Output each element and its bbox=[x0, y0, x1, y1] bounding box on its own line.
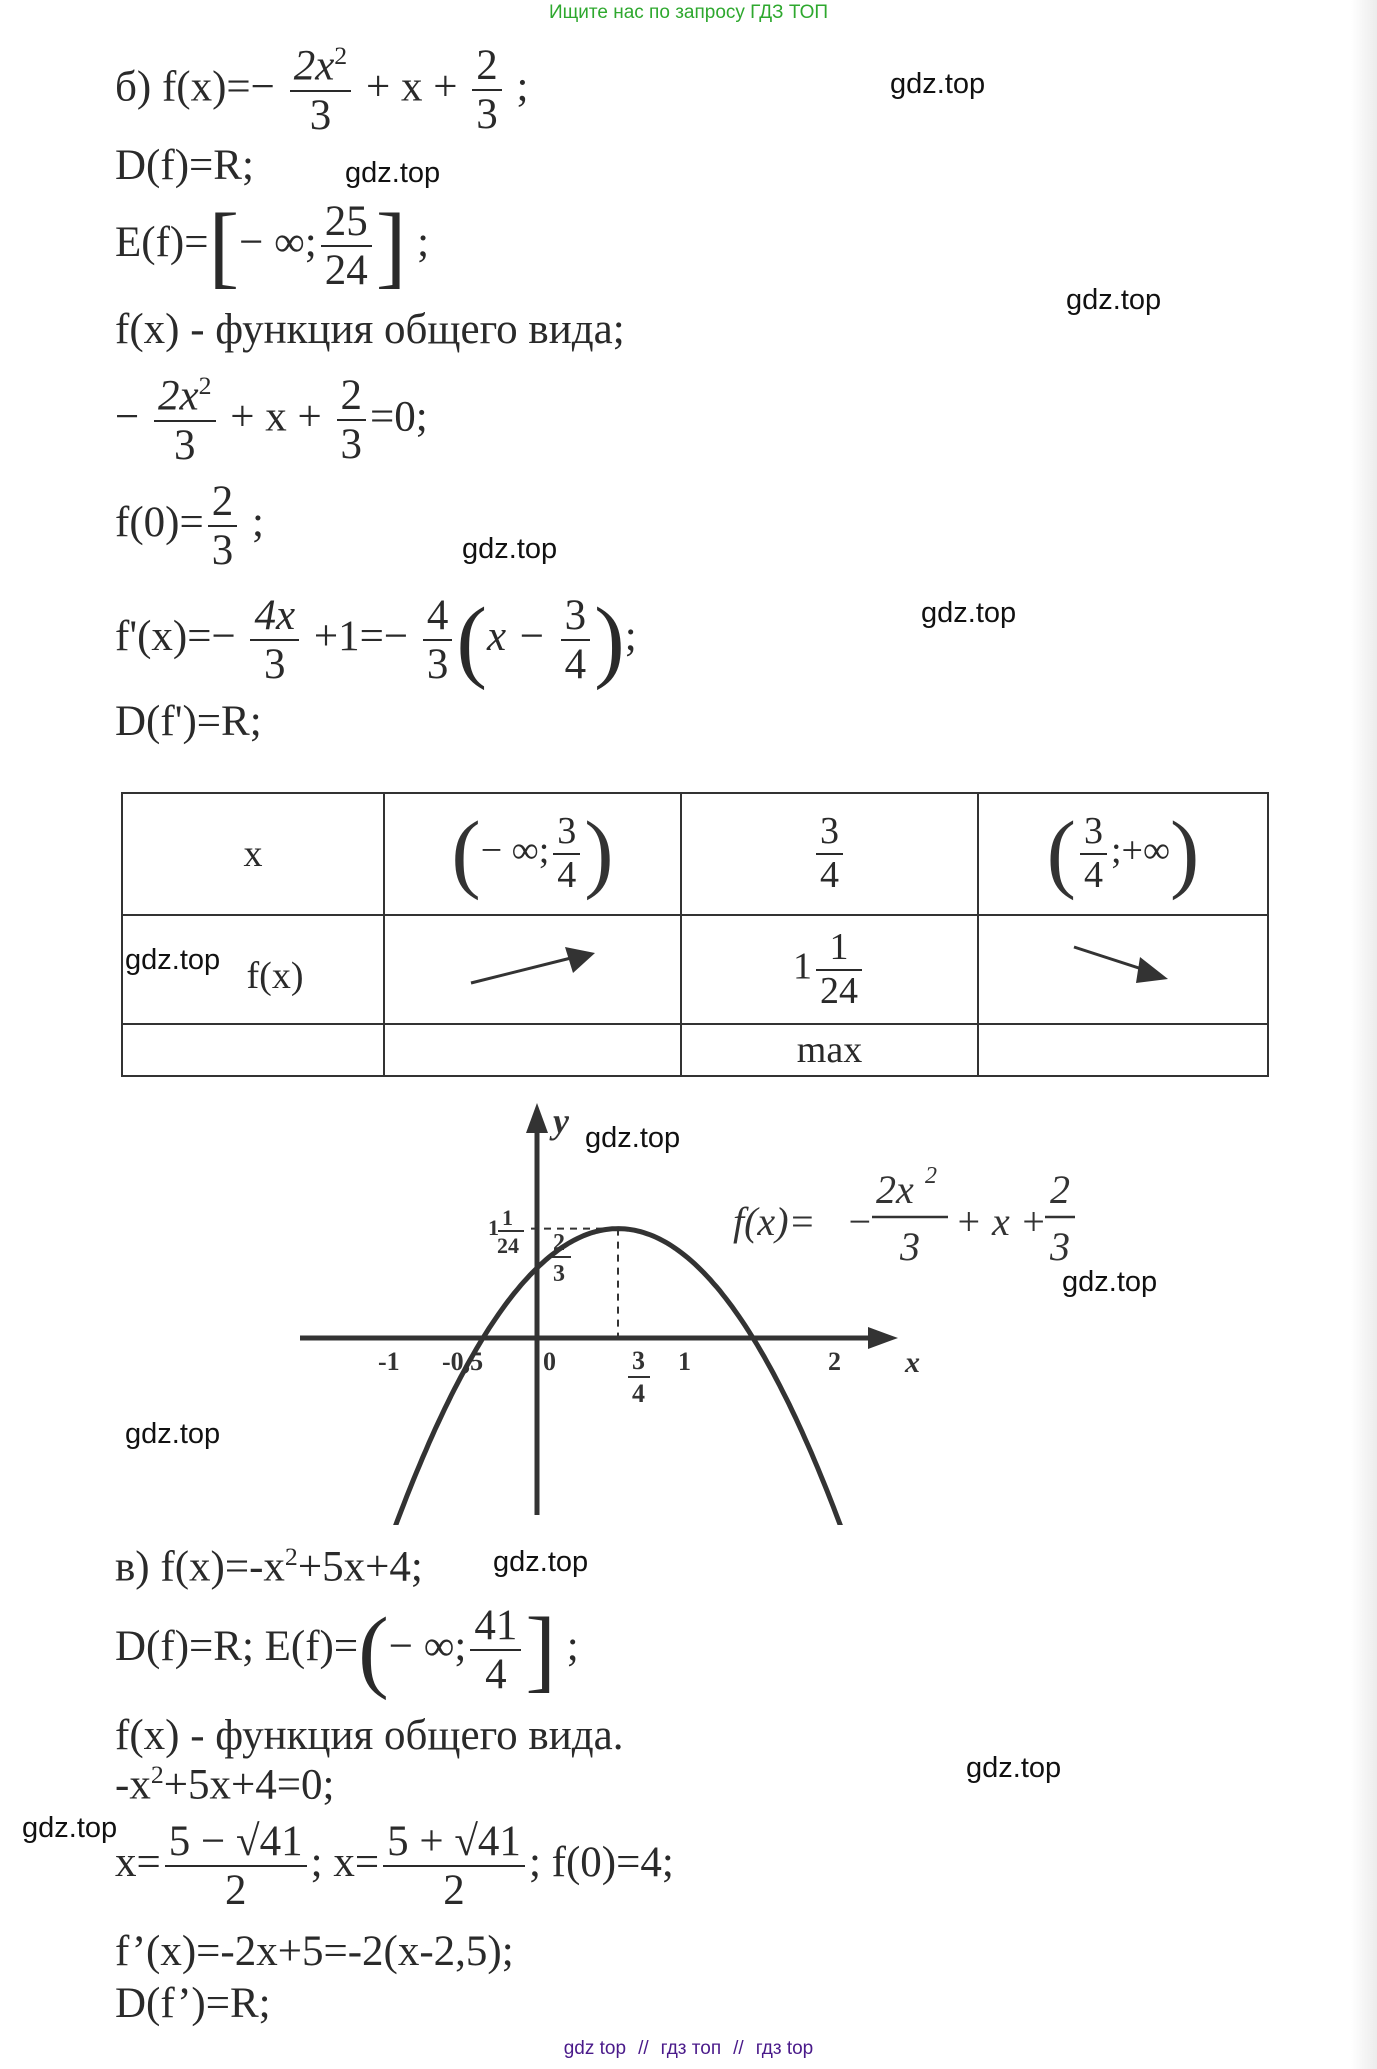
formula-numerator-2: 2 bbox=[1050, 1167, 1070, 1212]
x-label: x bbox=[243, 833, 263, 875]
table-cell-max bbox=[681, 1024, 978, 1076]
table-cell-decreasing bbox=[978, 915, 1268, 1024]
parabola-graph bbox=[0, 1095, 1377, 1525]
frac-num: 3 bbox=[553, 811, 580, 855]
part-b-general-type: f(x) - функция общего вида; bbox=[115, 306, 625, 353]
frac-den: 3 bbox=[476, 91, 498, 139]
frac-num: 2 bbox=[472, 42, 502, 91]
banner-link[interactable]: гдз top bbox=[755, 2038, 814, 2059]
frac-den: 4 bbox=[564, 641, 587, 689]
semicolon: ; bbox=[566, 1623, 579, 1671]
fraction-2-over-3 bbox=[472, 42, 502, 139]
watermark: gdz.top bbox=[890, 68, 986, 100]
banner-separator: // bbox=[733, 2038, 744, 2059]
formula-numerator: 2x bbox=[876, 1167, 914, 1212]
fx-label: f(x) bbox=[246, 954, 304, 997]
table-cell-interval-right bbox=[978, 793, 1268, 915]
frac-num: 2 bbox=[553, 1230, 565, 1256]
fraction-3-over-4 bbox=[553, 811, 580, 897]
part-v-func-tail: +5x+4; bbox=[297, 1543, 423, 1591]
watermark: gdz.top bbox=[1062, 1266, 1158, 1298]
watermark: gdz.top bbox=[493, 1546, 589, 1578]
plus-x-plus: + x + bbox=[365, 63, 458, 111]
minus-sign: − bbox=[250, 63, 275, 111]
top-banner[interactable]: Ищите нас по запросу ГДЗ ТОП bbox=[548, 2, 829, 23]
right-bracket: ] bbox=[375, 194, 407, 297]
frac-num: 2 bbox=[208, 478, 238, 527]
parabola-curve bbox=[262, 1229, 894, 1525]
minus-sign: − bbox=[383, 613, 409, 661]
fraction-41-over-4 bbox=[470, 1602, 521, 1699]
table-cell-interval-left bbox=[384, 793, 681, 915]
part-b-range bbox=[115, 194, 430, 297]
table-cell-empty bbox=[384, 1024, 681, 1076]
x-axis-arrow-icon bbox=[868, 1327, 898, 1349]
part-b-function bbox=[115, 42, 528, 139]
table-row-fx bbox=[122, 915, 1268, 1024]
frac-num: 1 bbox=[816, 927, 862, 971]
frac-num: 3 bbox=[1080, 811, 1107, 855]
monotonicity-table bbox=[121, 792, 1269, 1077]
frac-num: 3 bbox=[632, 1346, 645, 1375]
part-b-func-lhs: f(x)= bbox=[161, 63, 251, 111]
watermark: gdz.top bbox=[1066, 284, 1162, 316]
frac-den: 4 bbox=[557, 854, 577, 896]
exponent: 2 bbox=[150, 1760, 164, 1789]
fraction-2-over-3 bbox=[337, 372, 367, 469]
vertex-x-label bbox=[628, 1346, 650, 1408]
y-axis-arrow-icon bbox=[526, 1103, 548, 1133]
frac-den: 3 bbox=[309, 91, 332, 139]
semicolon: ; bbox=[624, 613, 637, 661]
banner-link[interactable]: gdz top bbox=[563, 2038, 627, 2059]
tick-label: -0,5 bbox=[442, 1347, 484, 1376]
frac-den: 4 bbox=[1083, 854, 1103, 896]
tick-label: 0 bbox=[543, 1347, 556, 1376]
frac-den: 4 bbox=[820, 854, 839, 896]
x-equals: x= bbox=[115, 1839, 161, 1887]
frac-den: 3 bbox=[340, 421, 363, 469]
formula-denominator-2: 3 bbox=[1050, 1224, 1070, 1269]
watermark: gdz.top bbox=[22, 1812, 118, 1844]
pos-infinity: ;+∞ bbox=[1110, 829, 1171, 872]
part-v-derivative-domain: D(f’)=R; bbox=[115, 1980, 271, 2027]
right-paren: ) bbox=[1170, 804, 1200, 902]
formula-lhs: f(x)= bbox=[733, 1199, 816, 1244]
fraction-2x2-over-3 bbox=[154, 372, 216, 469]
frac-den: 2 bbox=[224, 1867, 247, 1915]
max-label: max bbox=[796, 1029, 863, 1071]
frac-num: 4 bbox=[423, 592, 453, 641]
frac-den: 3 bbox=[174, 421, 196, 469]
part-v-func: f(x)=-x bbox=[160, 1543, 285, 1591]
fraction-25-over-24 bbox=[321, 198, 372, 295]
right-paren: ) bbox=[594, 588, 625, 691]
frac-den: 24 bbox=[324, 247, 368, 295]
graph-formula bbox=[733, 1163, 1075, 1269]
x-axis-label: x bbox=[905, 1346, 920, 1379]
semicolon: ; bbox=[516, 63, 529, 111]
left-paren: ( bbox=[358, 1598, 389, 1701]
fraction-3-over-4 bbox=[816, 811, 843, 897]
root-2-fraction bbox=[383, 1818, 525, 1915]
fraction-2x2-over-3 bbox=[290, 42, 352, 139]
left-paren: ( bbox=[456, 588, 487, 691]
plus-one-equals: +1= bbox=[313, 613, 384, 661]
table-row-extremum bbox=[122, 1024, 1268, 1076]
fraction-4x-over-3 bbox=[250, 592, 299, 689]
part-b-f0 bbox=[115, 478, 264, 575]
table-cell-empty bbox=[978, 1024, 1268, 1076]
frac-den: 24 bbox=[820, 969, 858, 1012]
frac-num: 2x bbox=[158, 372, 199, 420]
watermark: gdz.top bbox=[966, 1752, 1062, 1784]
frac-den: 3 bbox=[426, 641, 449, 689]
frac-num: 1 bbox=[502, 1205, 513, 1230]
exponent: 2 bbox=[284, 1542, 298, 1571]
part-b-domain: D(f)=R; bbox=[115, 142, 254, 189]
minus-sign: − bbox=[211, 613, 236, 661]
frac-den: 3 bbox=[264, 641, 286, 689]
tick-label: 2 bbox=[828, 1347, 841, 1376]
part-v-equation bbox=[115, 1760, 335, 1809]
formula-minus: − bbox=[846, 1199, 873, 1244]
equals-zero: =0; bbox=[370, 393, 428, 441]
fraction-4-over-3 bbox=[423, 592, 453, 689]
f0-lhs: f(0)= bbox=[115, 499, 204, 547]
formula-denominator: 3 bbox=[900, 1224, 920, 1269]
vertex-y-label bbox=[488, 1205, 524, 1258]
right-paren: ) bbox=[584, 804, 614, 902]
fraction-3-over-4 bbox=[561, 592, 591, 689]
domain-range-lhs: D(f)=R; E(f)= bbox=[115, 1623, 359, 1671]
table-cell-max-value bbox=[681, 915, 978, 1024]
watermark: gdz.top bbox=[462, 533, 558, 565]
y-axis-label: y bbox=[553, 1101, 569, 1141]
left-paren: ( bbox=[451, 804, 481, 902]
part-v-domain-range bbox=[115, 1598, 579, 1701]
part-v-derivative: f’(x)=-2x+5=-2(x-2,5); bbox=[115, 1928, 514, 1975]
root-1-fraction bbox=[165, 1818, 307, 1915]
left-paren: ( bbox=[1046, 804, 1076, 902]
watermark: gdz.top bbox=[125, 1418, 221, 1450]
part-v-general-type: f(x) - функция общего вида. bbox=[115, 1712, 624, 1759]
decreasing-arrow-icon bbox=[1068, 935, 1178, 995]
table-row-x bbox=[122, 793, 1268, 915]
part-b-derivative-domain: D(f')=R; bbox=[115, 698, 262, 745]
banner-separator: // bbox=[638, 2038, 649, 2059]
range-minus-infinity: − ∞; bbox=[388, 1623, 467, 1671]
page-edge-shadow bbox=[1351, 0, 1377, 2069]
left-bracket: [ bbox=[208, 194, 240, 297]
frac-den: 3 bbox=[553, 1261, 565, 1287]
watermark: gdz.top bbox=[585, 1122, 681, 1154]
table-cell-critical-point bbox=[681, 793, 978, 915]
bottom-banner[interactable] bbox=[0, 2038, 1377, 2060]
plus-x-plus: + x + bbox=[230, 393, 322, 441]
part-b-label: б) bbox=[115, 63, 152, 111]
frac-num: 3 bbox=[816, 811, 843, 855]
range-lhs: E(f)= bbox=[115, 219, 209, 267]
part-v-label: в) bbox=[115, 1543, 150, 1591]
x-minus: x − bbox=[487, 613, 546, 661]
part-b-equation bbox=[115, 372, 428, 469]
equation-head: -x bbox=[115, 1761, 151, 1809]
derivative-lhs: f'(x)= bbox=[115, 613, 212, 661]
formula-middle: + x + bbox=[955, 1199, 1047, 1244]
tick-label: 1 bbox=[678, 1347, 691, 1376]
y-intercept-label bbox=[549, 1230, 571, 1287]
table-cell-empty bbox=[122, 1024, 384, 1076]
fraction-2-over-3 bbox=[208, 478, 238, 575]
frac-num: 5 − √41 bbox=[165, 1818, 307, 1867]
watermark: gdz.top bbox=[345, 157, 441, 189]
frac-num: 2 bbox=[337, 372, 367, 421]
frac-den: 2 bbox=[443, 1867, 465, 1915]
watermark: gdz.top bbox=[125, 944, 221, 976]
watermark: gdz.top bbox=[921, 597, 1017, 629]
exponent: 2 bbox=[198, 371, 212, 400]
table-cell-increasing bbox=[384, 915, 681, 1024]
semicolon: ; bbox=[251, 499, 264, 547]
frac-num: 25 bbox=[321, 198, 372, 247]
frac-den: 4 bbox=[485, 1651, 507, 1699]
separator: ; x= bbox=[310, 1839, 380, 1887]
neg-infinity: − ∞; bbox=[480, 829, 550, 872]
equation-tail: +5x+4=0; bbox=[163, 1761, 335, 1809]
frac-den: 24 bbox=[497, 1233, 519, 1258]
range-minus-infinity: − ∞; bbox=[239, 219, 317, 267]
table-cell-x-label bbox=[122, 793, 384, 915]
frac-num: 3 bbox=[561, 592, 591, 641]
f0-value: ; f(0)=4; bbox=[528, 1839, 674, 1887]
part-v-function bbox=[115, 1542, 423, 1591]
frac-num: 2x bbox=[293, 42, 335, 90]
part-b-derivative bbox=[115, 588, 637, 691]
max-whole: 1 bbox=[793, 945, 812, 988]
fraction-1-over-24 bbox=[816, 927, 862, 1013]
minus-sign: − bbox=[115, 393, 140, 441]
exponent: 2 bbox=[334, 41, 348, 70]
increasing-arrow-icon bbox=[463, 935, 603, 995]
tick-label: -1 bbox=[378, 1347, 400, 1376]
frac-den: 4 bbox=[632, 1379, 645, 1408]
frac-num: 5 + √41 bbox=[383, 1818, 525, 1867]
frac-den: 3 bbox=[211, 527, 234, 575]
semicolon: ; bbox=[417, 219, 430, 267]
whole-part: 1 bbox=[488, 1215, 499, 1240]
frac-num: 4x bbox=[254, 592, 296, 639]
banner-link[interactable]: гдз топ bbox=[660, 2038, 722, 2059]
frac-num: 41 bbox=[470, 1602, 521, 1651]
part-v-roots bbox=[115, 1818, 674, 1915]
right-bracket: ] bbox=[525, 1598, 557, 1701]
formula-exponent: 2 bbox=[925, 1163, 937, 1189]
fraction-3-over-4 bbox=[1080, 811, 1107, 897]
